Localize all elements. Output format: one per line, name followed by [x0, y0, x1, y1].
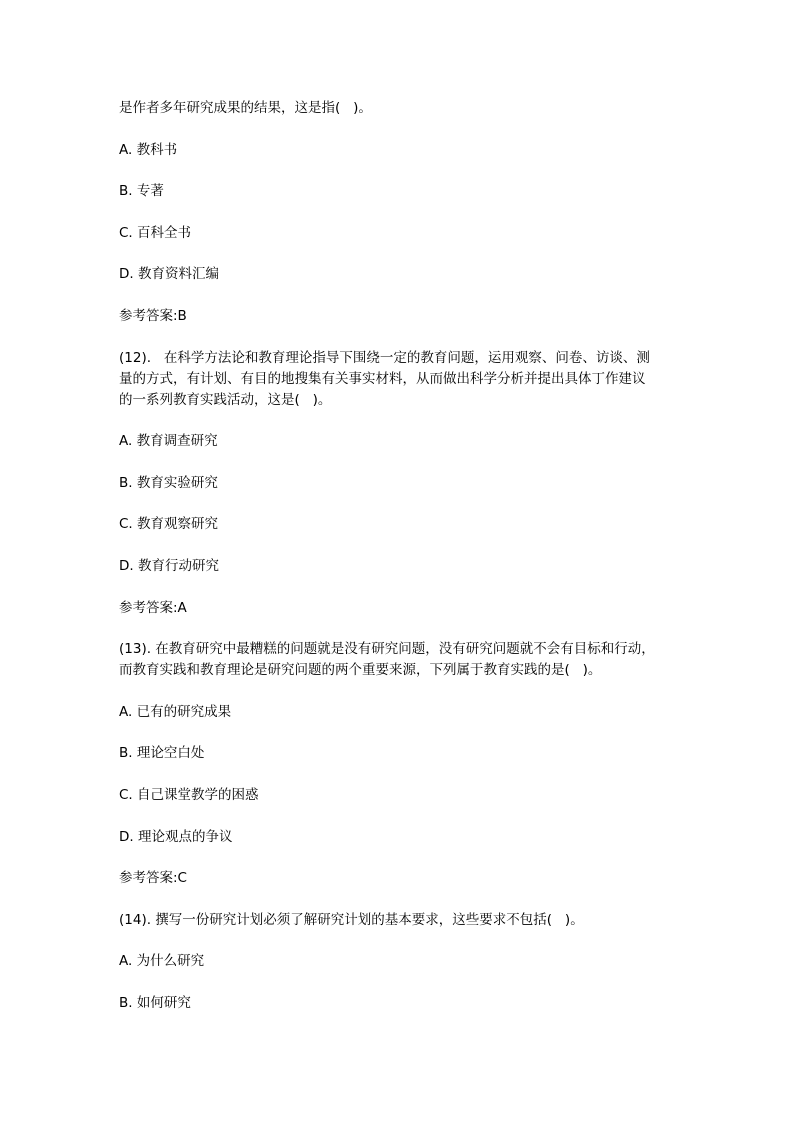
- text-line: D. 教育资料汇编: [119, 266, 219, 283]
- reference-answer: [119, 868, 699, 889]
- question-text: [119, 639, 699, 681]
- text-line: (14). 撰写一份研究计划必须了解研究计划的基本要求，这些要求不包括( )。: [119, 911, 584, 928]
- document-page: [119, 98, 699, 1034]
- text-line: A. 已有的研究成果: [119, 703, 232, 720]
- text-line: D. 教育行动研究: [119, 557, 219, 574]
- question-text: [119, 348, 699, 411]
- answer-option: [119, 140, 699, 161]
- answer-option: [119, 743, 699, 764]
- text-line: B. 专著: [119, 183, 164, 200]
- text-line: B. 如何研究: [119, 994, 191, 1011]
- text-line: D. 理论观点的争议: [119, 828, 233, 845]
- text-line: 参考答案:C: [119, 870, 187, 887]
- answer-option: [119, 993, 699, 1014]
- answer-option: [119, 514, 699, 535]
- text-line: (12). 在科学方法论和教育理论指导下围绕一定的教育问题，运用观察、问卷、访谈、测: [119, 349, 650, 366]
- answer-option: [119, 556, 699, 577]
- answer-option: [119, 431, 699, 452]
- text-line: 而教育实践和教育理论是研究问题的两个重要来源，下列属于教育实践的是( )。: [119, 662, 602, 679]
- text-line: 参考答案:B: [119, 307, 187, 324]
- answer-option: [119, 473, 699, 494]
- answer-option: [119, 827, 699, 848]
- text-line: (13). 在教育研究中最糟糕的问题就是没有研究问题，没有研究问题就不会有目标和行动，: [119, 641, 655, 658]
- text-line: 量的方式，有计划、有目的地搜集有关事实材料，从而做出科学分析并提出具体丁作建议: [119, 370, 646, 387]
- answer-option: [119, 181, 699, 202]
- text-line: 的一系列教育实践活动，这是( )。: [119, 391, 332, 408]
- text-line: 参考答案:A: [119, 599, 187, 616]
- question-text: [119, 910, 699, 931]
- reference-answer: [119, 598, 699, 619]
- answer-option: [119, 702, 699, 723]
- answer-option: [119, 951, 699, 972]
- text-line: C. 百科全书: [119, 224, 192, 241]
- answer-option: [119, 785, 699, 806]
- text-line: A. 教科书: [119, 141, 178, 158]
- text-line: C. 自己课堂教学的困惑: [119, 786, 259, 803]
- text-line: 是作者多年研究成果的结果，这是指( )。: [119, 100, 372, 116]
- text-line: A. 教育调查研究: [119, 433, 218, 450]
- answer-option: [119, 264, 699, 285]
- answer-option: [119, 223, 699, 244]
- text-line: B. 理论空白处: [119, 745, 205, 762]
- reference-answer: [119, 306, 699, 327]
- question-text: [119, 98, 699, 119]
- text-line: A. 为什么研究: [119, 953, 205, 970]
- text-line: B. 教育实验研究: [119, 474, 218, 491]
- text-line: C. 教育观察研究: [119, 516, 219, 533]
